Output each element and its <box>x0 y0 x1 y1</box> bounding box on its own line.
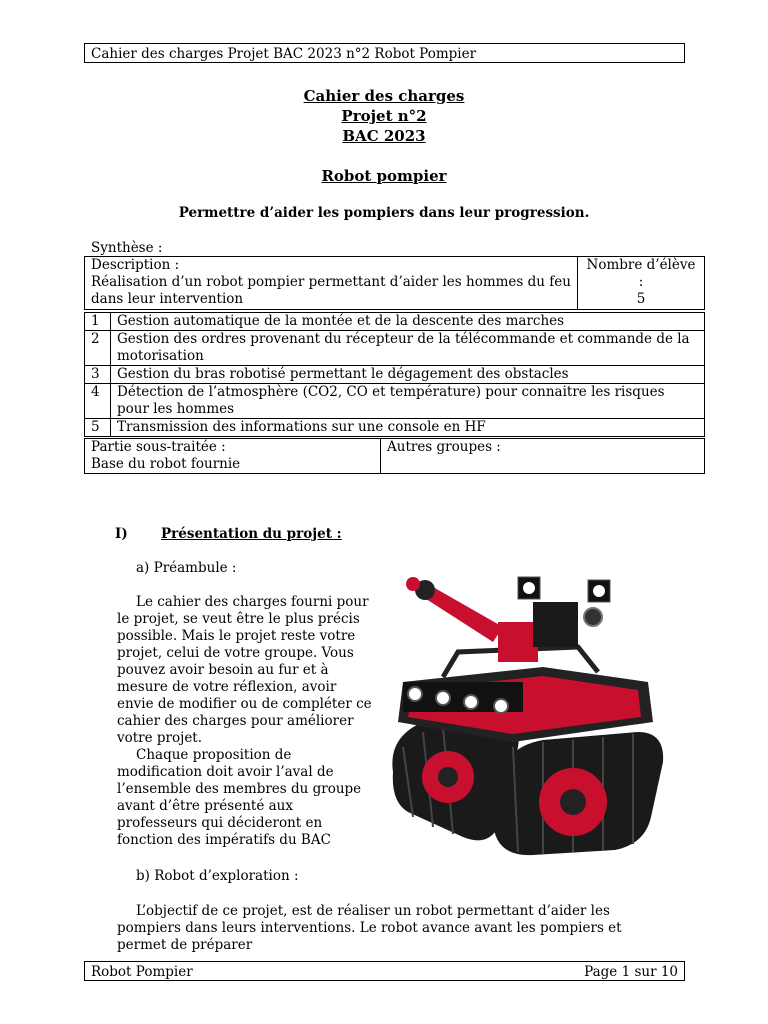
header-text: Cahier des charges Projet BAC 2023 n°2 Robot Pompier <box>91 46 477 62</box>
task-text: Détection de l’atmosphère (CO2, CO et température) pour connaitre les risques pour les hommes <box>111 384 705 419</box>
task-num: 3 <box>85 366 111 384</box>
task-num: 5 <box>85 419 111 437</box>
task-text: Transmission des informations sur une console en HF <box>111 419 705 437</box>
exploration-text: L’objectif de ce projet, est de réaliser un robot permettant d’aider les pompiers dans leurs interventions. Le robot avance avant les pompiers et permet de préparer <box>117 903 622 953</box>
students-cell <box>578 257 705 310</box>
subcontract-cell <box>85 439 381 474</box>
subcontract-value: Base du robot fournie <box>91 456 241 472</box>
title-line3: BAC 2023 <box>342 127 426 145</box>
task-num: 1 <box>85 313 111 331</box>
title-line4: Robot pompier <box>321 167 447 185</box>
description-label: Description : <box>91 257 180 273</box>
students-label: Nombre d’élève : <box>586 257 696 290</box>
preamble-paragraph-2: Chaque proposition de modification doit avoir l’aval de l’ensemble des membres du groupe avant d’être présenté aux professeurs qui décideront en fonction des impératifs du BAC <box>117 747 362 848</box>
subcontract-table <box>84 438 705 474</box>
subsection-a-heading: a) Préambule : <box>136 560 237 576</box>
title-line1: Cahier des charges <box>303 87 465 105</box>
task-text: Gestion du bras robotisé permettant le dégagement des obstacles <box>111 366 705 384</box>
page-number: Page 1 sur 10 <box>584 964 678 980</box>
title-line2: Projet n°2 <box>341 107 427 125</box>
description-cell <box>85 257 578 310</box>
footer-left: Robot Pompier <box>91 964 193 980</box>
page-header <box>84 43 685 63</box>
task-text: Gestion des ordres provenant du récepteur de la télécommande et commande de la motorisation <box>111 331 705 366</box>
document-subtitle: Permettre d’aider les pompiers dans leur progression. <box>178 205 590 221</box>
task-num: 2 <box>85 331 111 366</box>
table-row <box>85 331 705 366</box>
description-table <box>84 256 705 310</box>
tasks-table <box>84 312 705 437</box>
section-title: Présentation du projet : <box>161 526 342 542</box>
section-heading <box>115 526 342 542</box>
preamble-text <box>117 594 372 849</box>
subsection-b-heading: b) Robot d’exploration : <box>136 868 299 884</box>
section-number: I) <box>115 526 128 542</box>
preamble-paragraph-1: Le cahier des charges fourni pour le projet, se veut être le plus précis possible. Mais le projet reste votre projet, celui de votre groupe. Vous pouvez avoir besoin au fur et à mesure de votre réflexion, avoir envie de modifier ou de compléter ce cahier des charges pour améliorer votre projet. <box>117 594 372 746</box>
robot-image <box>383 572 668 857</box>
others-label: Autres groupes : <box>387 439 501 455</box>
table-row <box>85 384 705 419</box>
document-titles <box>0 86 768 186</box>
task-num: 4 <box>85 384 111 419</box>
description-text: Réalisation d’un robot pompier permettant d’aider les hommes du feu dans leur intervention <box>91 274 571 307</box>
synthese-label: Synthèse : <box>91 240 163 256</box>
table-row <box>85 366 705 384</box>
task-text: Gestion automatique de la montée et de la descente des marches <box>111 313 705 331</box>
table-row <box>85 419 705 437</box>
others-cell <box>381 439 705 474</box>
students-count: 5 <box>636 291 646 307</box>
table-row <box>85 313 705 331</box>
subcontract-label: Partie sous-traitée : <box>91 439 226 455</box>
page-footer <box>84 961 685 981</box>
